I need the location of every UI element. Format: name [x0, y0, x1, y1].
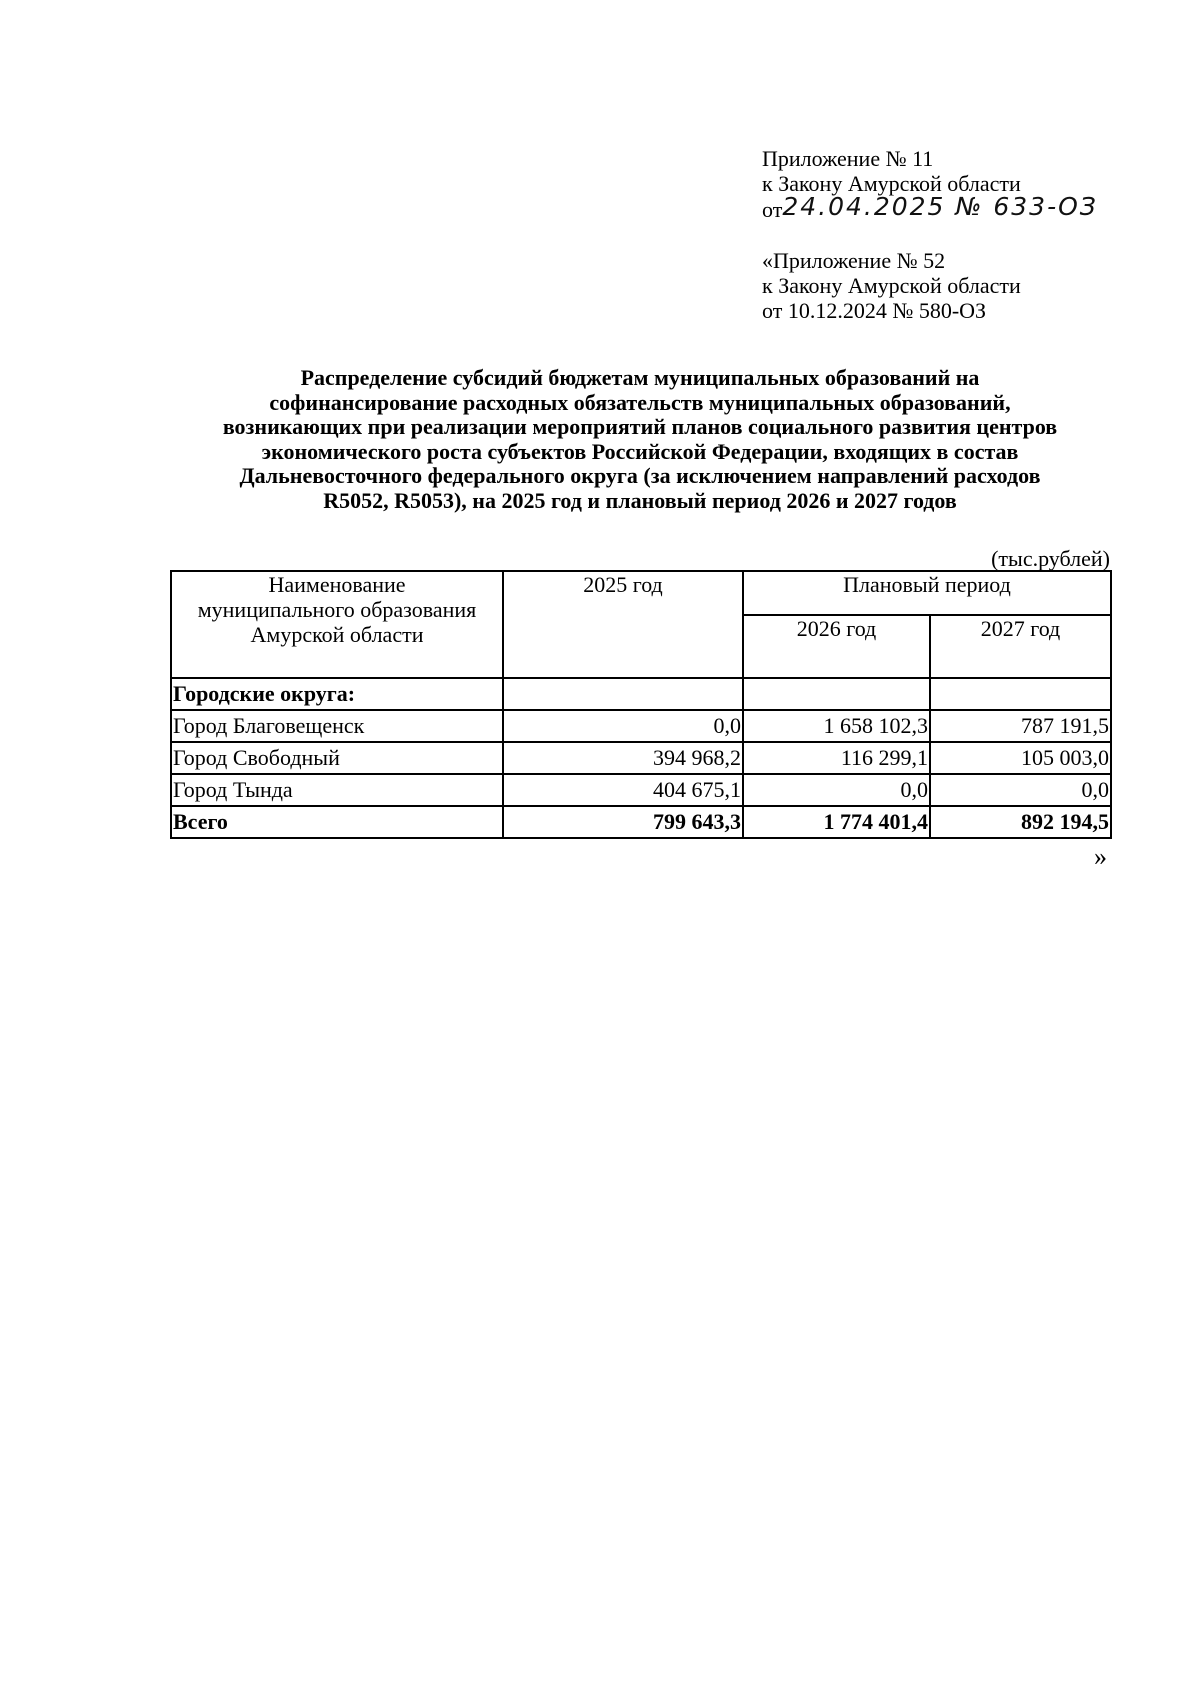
value-2025: 394 968,2 [503, 742, 743, 774]
municipality-name: Город Тында [171, 774, 503, 806]
value-2027: 105 003,0 [930, 742, 1111, 774]
value-2027: 787 191,5 [930, 710, 1111, 742]
total-2027: 892 194,5 [930, 806, 1111, 838]
header-municipality-name [171, 571, 503, 678]
appendix-11-header [762, 146, 1098, 222]
appendix-11-law: к Закону Амурской области [762, 171, 1021, 196]
header-row [171, 571, 1111, 615]
municipality-name: Город Свободный [171, 742, 503, 774]
section-label: Городские округа: [171, 678, 503, 710]
value-2025: 0,0 [503, 710, 743, 742]
appendix-11-title: Приложение № 11 [762, 146, 934, 171]
title-line: софинансирование расходных обязательств муниципальных образований, [269, 389, 1011, 415]
value-2026: 116 299,1 [743, 742, 930, 774]
value-2026: 1 658 102,3 [743, 710, 930, 742]
title-line: Дальневосточного федерального округа (за исключением направлений расходов [239, 463, 1041, 488]
document-title [170, 366, 1110, 513]
total-2025: 799 643,3 [503, 806, 743, 838]
section-row [171, 678, 1111, 710]
title-line: возникающих при реализации мероприятий планов социального развития центров [222, 414, 1058, 439]
header-year-2027: 2027 год [930, 615, 1111, 678]
header-planned-period: Плановый период [743, 571, 1111, 615]
header-name-line: Наименование [268, 572, 406, 597]
appendix-52-title: «Приложение № 52 [762, 248, 946, 273]
title-line: Распределение субсидий бюджетам муниципальных образований на [300, 365, 980, 390]
value-2025: 404 675,1 [503, 774, 743, 806]
title-line: экономического роста субъектов Российской Федерации, входящих в состав [261, 438, 1019, 464]
units-label: (тыс.рублей) [991, 546, 1110, 571]
value-2026: 0,0 [743, 774, 930, 806]
table-row [171, 774, 1111, 806]
appendix-11-date-line [762, 192, 1098, 222]
table-row [171, 710, 1111, 742]
appendix-52-law: к Закону Амурской области [762, 273, 1021, 298]
header-year-2025: 2025 год [503, 571, 743, 678]
appendix-52-date-number: от 10.12.2024 № 580-ОЗ [762, 298, 987, 323]
closing-quote: » [1094, 842, 1107, 871]
handwritten-date-number: 24.04.2025 № 633-ОЗ [782, 192, 1098, 221]
value-2027: 0,0 [930, 774, 1111, 806]
municipality-name: Город Благовещенск [171, 710, 503, 742]
header-year-2026: 2026 год [743, 615, 930, 678]
total-label: Всего [171, 806, 503, 838]
appendix-52-header [762, 248, 1021, 323]
total-row [171, 806, 1111, 838]
total-2026: 1 774 401,4 [743, 806, 930, 838]
appendix-11-date-prefix: от [762, 197, 783, 222]
header-name-line: муниципального образования [197, 597, 477, 622]
empty-cell [743, 678, 930, 710]
header-name-line: Амурской области [250, 622, 424, 647]
empty-cell [503, 678, 743, 710]
title-line: R5052, R5053), на 2025 год и плановый период 2026 и 2027 годов [323, 487, 957, 513]
subsidy-table [170, 570, 1112, 839]
empty-cell [930, 678, 1111, 710]
table-row [171, 742, 1111, 774]
